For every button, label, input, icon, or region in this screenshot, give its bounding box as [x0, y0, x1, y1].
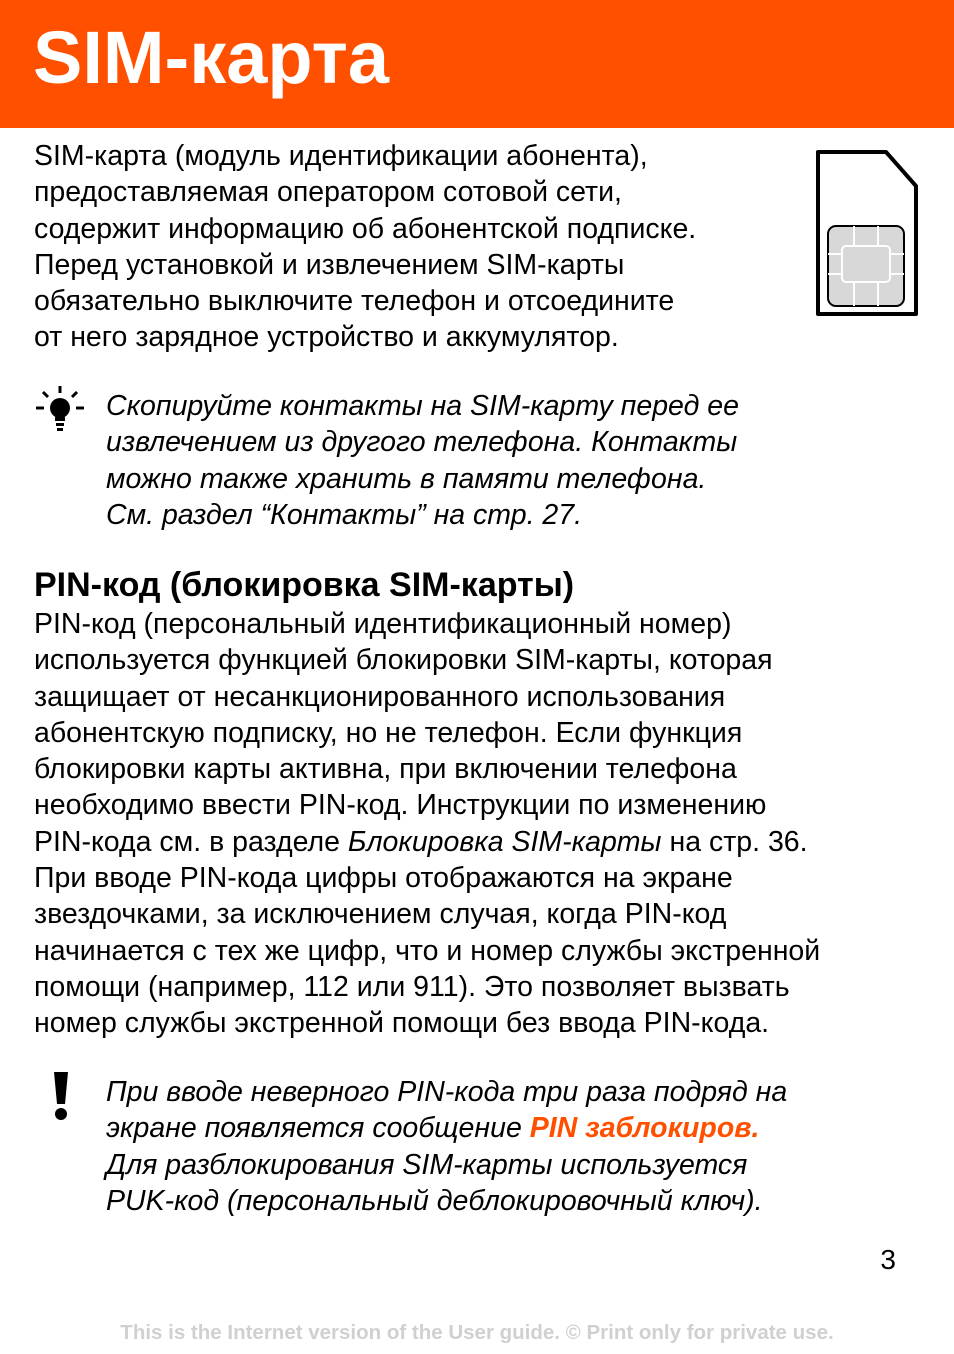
warning-note	[106, 1074, 787, 1219]
lightbulb-icon	[34, 384, 86, 436]
pin-line: используется функцией блокировки SIM-карты, которая	[34, 644, 773, 677]
intro-paragraph	[34, 138, 696, 356]
intro-line: Перед установкой и извлечением SIM-карты	[34, 248, 625, 281]
warning-line: Для разблокирования SIM-карты используется	[106, 1148, 748, 1181]
intro-line: обязательно выключите телефон и отсоедините	[34, 285, 675, 318]
pin-line: блокировки карты активна, при включении телефона	[34, 753, 737, 786]
pin-reference-line	[34, 824, 820, 860]
tip-line: Скопируйте контакты на SIM-карту перед ее	[106, 390, 739, 422]
intro-line: предоставляемая оператором сотовой сети,	[34, 176, 622, 209]
page-number: 3	[880, 1244, 896, 1275]
pin-line: PIN-код (персональный идентификационный номер)	[34, 608, 732, 640]
sim-card-icon	[814, 148, 920, 318]
tip-line: извлечением из другого телефона. Контакты	[106, 426, 738, 459]
tip-note	[106, 388, 739, 533]
tip-line: См. раздел “Контакты” на стр. 27.	[106, 498, 583, 531]
warning-line-prefix: экране появляется сообщение	[106, 1112, 530, 1145]
pin-paragraph	[34, 606, 820, 1042]
intro-line: от него зарядное устройство и аккумулятор.	[34, 321, 619, 354]
pin-line: абонентскую подписку, но не телефон. Если функция	[34, 716, 743, 749]
pin-line: При вводе PIN-кода цифры отображаются на экране	[34, 862, 733, 895]
pin-reference-prefix: PIN-кода см. в разделе	[34, 825, 348, 858]
intro-line: содержит информацию об абонентской подписке.	[34, 212, 697, 245]
warning-line: При вводе неверного PIN-кода три раза подряд на	[106, 1076, 788, 1108]
header-bar	[0, 0, 954, 128]
pin-line: звездочками, за исключением случая, когда PIN-код	[34, 898, 727, 931]
pin-reference-suffix: на стр. 36.	[661, 825, 808, 858]
pin-line: номер службы экстренной помощи без ввода PIN-кода.	[34, 1007, 770, 1040]
pin-reference-link: Блокировка SIM-карты	[347, 825, 662, 858]
exclamation-icon	[50, 1070, 72, 1122]
warning-line	[106, 1110, 787, 1146]
pin-line: начинается с тех же цифр, что и номер службы экстренной	[34, 934, 821, 967]
page-title: SIM-карта	[33, 16, 390, 99]
footer-notice: This is the Internet version of the User guide. © Print only for private use.	[120, 1321, 834, 1344]
pin-line: помощи (например, 112 или 911). Это позволяет вызвать	[34, 970, 790, 1003]
intro-line: SIM-карта (модуль идентификации абонента),	[34, 140, 648, 172]
pin-blocked-message: PIN заблокиров.	[529, 1112, 760, 1145]
pin-line: необходимо ввести PIN-код. Инструкции по изменению	[34, 789, 767, 822]
pin-line: защищает от несанкционированного использования	[34, 680, 726, 713]
warning-line: PUK-код (персональный деблокировочный ключ).	[106, 1184, 763, 1217]
section-heading-pin: PIN-код (блокировка SIM-карты)	[34, 566, 575, 604]
tip-line: можно также хранить в памяти телефона.	[106, 462, 707, 495]
